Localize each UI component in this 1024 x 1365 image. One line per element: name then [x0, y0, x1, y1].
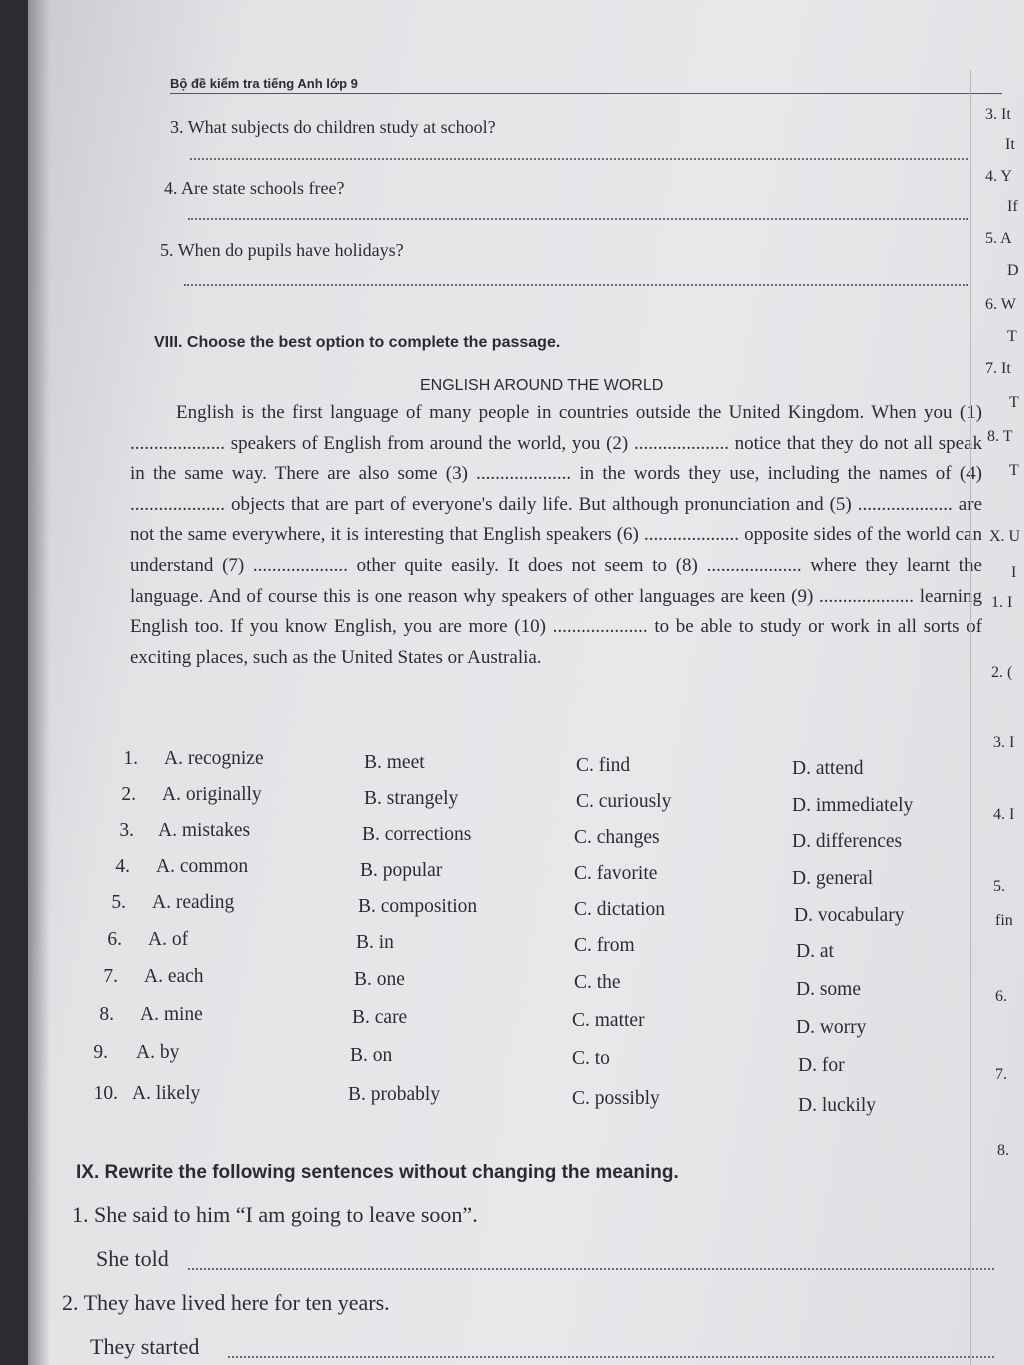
question-text: What subjects do children study at school? — [187, 117, 496, 137]
option-a[interactable]: A. reading — [152, 892, 235, 913]
option-number: 9. — [93, 1042, 108, 1063]
question-number: 5. — [160, 240, 174, 260]
rewrite-start-2: They started — [90, 1334, 200, 1359]
option-c[interactable]: C. possibly — [572, 1088, 660, 1109]
option-b[interactable]: B. corrections — [362, 824, 472, 845]
adjacent-fragment: 3. I — [993, 734, 1015, 751]
adjacent-fragment: 3. It — [985, 106, 1011, 123]
section-8-heading: VIII. Choose the best option to complete the passage. — [154, 334, 561, 351]
answer-line[interactable] — [190, 158, 968, 160]
question-4 — [164, 178, 344, 199]
option-c[interactable]: C. favorite — [574, 863, 658, 884]
answer-line[interactable] — [228, 1356, 994, 1358]
option-a[interactable]: A. each — [144, 966, 204, 987]
adjacent-fragment: I — [1011, 564, 1017, 581]
option-c[interactable]: C. changes — [574, 827, 660, 848]
option-a[interactable]: A. of — [148, 929, 189, 950]
option-number: 3. — [119, 820, 134, 841]
option-c[interactable]: C. find — [576, 755, 631, 776]
option-c[interactable]: C. from — [574, 935, 635, 956]
option-a[interactable]: A. common — [156, 856, 249, 877]
page-header: Bộ đề kiểm tra tiếng Anh lớp 9 — [170, 76, 1002, 94]
option-number: 10. — [93, 1083, 118, 1104]
option-d[interactable]: D. some — [796, 979, 861, 1000]
question-text: Are state schools free? — [181, 178, 345, 198]
option-number: 6. — [107, 929, 122, 950]
adjacent-fragment: D — [1007, 262, 1019, 279]
question-number: 3. — [170, 117, 184, 137]
answer-line[interactable] — [184, 284, 968, 286]
question-5 — [160, 240, 404, 261]
option-d[interactable]: D. differences — [792, 831, 903, 852]
passage-paragraph: English is the first language of many people in countries outside the United Kingdom. When you (1) .................... speakers of English from around the world, you (2) .................... notice that they do not all speak in the same way. There are also some (3) .................... in the words they use, including the names of (4) .................... objects that are part of everyone's daily life. But although pronunciation and (5) .................... are not the same everywhere, it is interesting that English speakers (6) .................... opposite sides of the world can understand (7) .................... other quite easily. It does not seem to (8) .................... where they learnt the language. And of course this is one reason why speakers of other languages are keen (9) .................... learning English too. If you know English, you are more (10) .................... to be able to study or work in all sorts of exciting places, such as the United States or Australia. — [130, 402, 982, 668]
option-c[interactable]: C. to — [572, 1048, 610, 1069]
option-a[interactable]: A. likely — [132, 1083, 201, 1104]
adjacent-fragment: 8. — [997, 1142, 1009, 1159]
rewrite-item-1 — [72, 1202, 478, 1228]
option-b[interactable]: B. one — [354, 969, 405, 990]
rewrite-item-2 — [62, 1290, 390, 1316]
adjacent-fragment: 1. I — [991, 594, 1013, 611]
option-d[interactable]: D. attend — [792, 758, 864, 779]
option-c[interactable]: C. curiously — [576, 791, 672, 812]
adjacent-fragment: If — [1007, 198, 1018, 215]
option-a[interactable]: A. by — [136, 1042, 180, 1063]
adjacent-fragment: T — [1009, 462, 1019, 479]
option-b[interactable]: B. probably — [348, 1084, 441, 1105]
option-d[interactable]: D. luckily — [798, 1095, 876, 1116]
option-number: 7. — [103, 966, 118, 987]
option-d[interactable]: D. immediately — [792, 795, 914, 816]
option-number: 5. — [111, 892, 126, 913]
option-b[interactable]: B. in — [356, 932, 394, 953]
passage-title: ENGLISH AROUND THE WORLD — [420, 377, 664, 394]
rewrite-number: 1. — [72, 1202, 89, 1227]
option-number: 1. — [123, 748, 138, 769]
option-b[interactable]: B. on — [350, 1045, 393, 1066]
passage-text — [130, 398, 982, 673]
adjacent-fragment: 5. A — [985, 230, 1012, 247]
option-c[interactable]: C. dictation — [574, 899, 665, 920]
adjacent-fragment: 4. Y — [985, 168, 1012, 185]
option-b[interactable]: B. composition — [358, 896, 478, 917]
answer-line[interactable] — [188, 1268, 994, 1270]
option-a[interactable]: A. mine — [140, 1004, 203, 1025]
option-b[interactable]: B. care — [352, 1007, 408, 1028]
adjacent-page-strip — [970, 70, 1024, 1365]
option-b[interactable]: B. strangely — [364, 788, 459, 809]
adjacent-fragment: T — [1007, 328, 1017, 345]
adjacent-fragment: 8. T — [987, 428, 1013, 445]
option-number: 8. — [99, 1004, 114, 1025]
option-number: 2. — [121, 784, 136, 805]
option-b[interactable]: B. popular — [360, 860, 443, 881]
rewrite-start-1: She told — [96, 1246, 169, 1271]
option-a[interactable]: A. mistakes — [158, 820, 251, 841]
adjacent-fragment: 7. — [995, 1066, 1007, 1083]
rewrite-sentence: She said to him “I am going to leave soon”. — [94, 1202, 478, 1227]
rewrite-sentence: They have lived here for ten years. — [83, 1290, 390, 1315]
adjacent-fragment: 5. — [993, 878, 1005, 895]
adjacent-fragment: 6. W — [985, 296, 1016, 313]
worksheet-page — [28, 0, 1024, 1365]
option-c[interactable]: C. matter — [572, 1010, 645, 1031]
question-number: 4. — [164, 178, 178, 198]
adjacent-fragment: It — [1005, 136, 1015, 153]
question-text: When do pupils have holidays? — [177, 240, 404, 260]
adjacent-fragment: fin — [995, 912, 1013, 929]
option-d[interactable]: D. general — [792, 868, 874, 889]
option-a[interactable]: A. recognize — [164, 748, 264, 769]
adjacent-fragment: 2. ( — [991, 664, 1013, 681]
section-9-heading: IX. Rewrite the following sentences without changing the meaning. — [76, 1162, 679, 1183]
option-a[interactable]: A. originally — [162, 784, 262, 805]
adjacent-fragment: T — [1009, 394, 1019, 411]
option-d[interactable]: D. for — [798, 1055, 845, 1076]
option-b[interactable]: B. meet — [364, 752, 425, 773]
option-d[interactable]: D. worry — [796, 1017, 867, 1038]
page-edge-shadow — [28, 0, 50, 1365]
question-3 — [170, 117, 496, 138]
option-c[interactable]: C. the — [574, 972, 621, 993]
adjacent-fragment: 7. It — [985, 360, 1011, 377]
rewrite-number: 2. — [62, 1290, 79, 1315]
option-d[interactable]: D. vocabulary — [794, 905, 905, 926]
adjacent-fragment: X. U — [989, 528, 1021, 545]
option-number: 4. — [115, 856, 130, 877]
adjacent-fragment: 6. — [995, 988, 1007, 1005]
answer-line[interactable] — [188, 218, 968, 220]
adjacent-fragment: 4. I — [993, 806, 1015, 823]
option-d[interactable]: D. at — [796, 941, 834, 962]
